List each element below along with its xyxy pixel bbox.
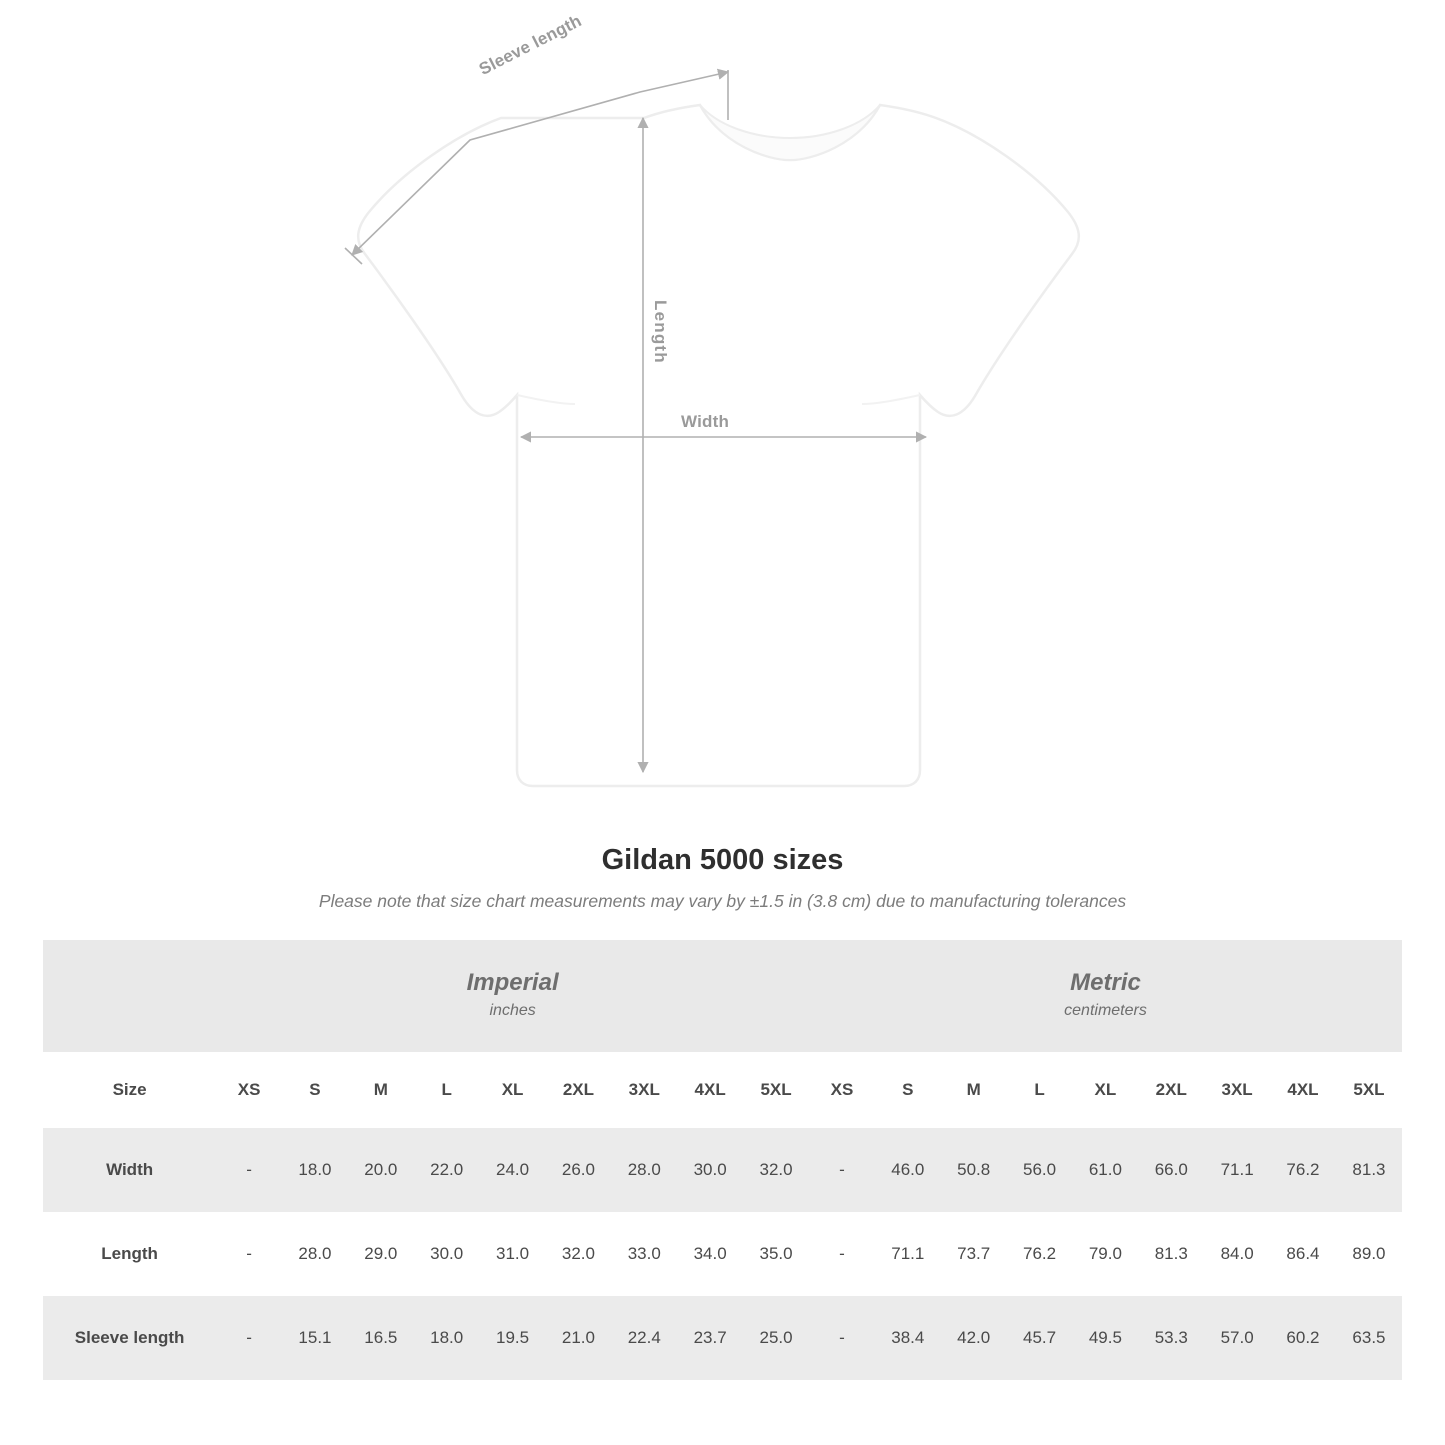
size-col-metric-l: L [1034, 1080, 1045, 1099]
table-row-width [43, 1128, 1402, 1212]
width-metric-2xl: 66.0 [1138, 1128, 1204, 1212]
sleeve-imperial-s: 15.1 [282, 1296, 348, 1380]
size-col-imperial-xl: XL [501, 1080, 524, 1099]
width-imperial-2xl: 26.0 [545, 1128, 611, 1212]
sleeve-metric-l: 45.7 [1007, 1296, 1073, 1380]
width-imperial-s: 18.0 [282, 1128, 348, 1212]
width-metric-xl: 61.0 [1072, 1128, 1138, 1212]
unit-group-metric [809, 940, 1402, 1052]
row-label-length: Length [43, 1212, 216, 1296]
size-col-imperial-xs: XS [237, 1080, 261, 1099]
size-col-metric-xl: XL [1094, 1080, 1117, 1099]
width-imperial-5xl: 32.0 [743, 1128, 809, 1212]
width-imperial-m: 20.0 [348, 1128, 414, 1212]
width-metric-5xl: 81.3 [1336, 1128, 1402, 1212]
width-metric-4xl: 76.2 [1270, 1128, 1336, 1212]
size-col-imperial-5xl: 5XL [760, 1080, 792, 1099]
unit-header-spacer [43, 940, 216, 1052]
length-imperial-5xl: 35.0 [743, 1212, 809, 1296]
sleeve-metric-s: 38.4 [875, 1296, 941, 1380]
page-title: Gildan 5000 sizes [601, 844, 844, 876]
sleeve-imperial-3xl: 22.4 [611, 1296, 677, 1380]
sleeve-metric-3xl: 57.0 [1204, 1296, 1270, 1380]
sleeve-length-label: Sleeve length [476, 11, 585, 79]
sleeve-imperial-m: 16.5 [348, 1296, 414, 1380]
size-col-imperial-3xl: 3XL [628, 1080, 660, 1099]
length-metric-s: 71.1 [875, 1212, 941, 1296]
sleeve-metric-m: 42.0 [941, 1296, 1007, 1380]
width-label: Width [681, 412, 730, 431]
width-imperial-xs: - [216, 1128, 282, 1212]
length-imperial-s: 28.0 [282, 1212, 348, 1296]
length-metric-xs: - [809, 1212, 875, 1296]
size-col-imperial-s: S [309, 1080, 321, 1099]
length-imperial-2xl: 32.0 [545, 1212, 611, 1296]
unit-sub-metric: centimeters [1064, 1002, 1147, 1020]
length-imperial-xl: 31.0 [480, 1212, 546, 1296]
table-row-length [43, 1212, 1402, 1296]
sleeve-imperial-5xl: 25.0 [743, 1296, 809, 1380]
sleeve-imperial-l: 18.0 [414, 1296, 480, 1380]
shirt-body [358, 105, 1079, 786]
size-col-metric-3xl: 3XL [1221, 1080, 1253, 1099]
width-imperial-l: 22.0 [414, 1128, 480, 1212]
width-imperial-xl: 24.0 [480, 1128, 546, 1212]
length-metric-3xl: 84.0 [1204, 1212, 1270, 1296]
length-imperial-m: 29.0 [348, 1212, 414, 1296]
unit-sub-imperial: inches [489, 1002, 536, 1020]
row-label-width: Width [43, 1128, 216, 1212]
length-label: Length [651, 300, 670, 364]
size-table-wrap [0, 940, 1445, 1380]
width-metric-l: 56.0 [1007, 1128, 1073, 1212]
width-metric-m: 50.8 [941, 1128, 1007, 1212]
unit-header-row [43, 940, 1402, 1052]
length-imperial-l: 30.0 [414, 1212, 480, 1296]
sleeve-metric-2xl: 53.3 [1138, 1296, 1204, 1380]
sleeve-metric-4xl: 60.2 [1270, 1296, 1336, 1380]
size-col-imperial-4xl: 4XL [694, 1080, 726, 1099]
size-header-label: Size [112, 1080, 147, 1099]
sleeve-metric-xs: - [809, 1296, 875, 1380]
width-imperial-3xl: 28.0 [611, 1128, 677, 1212]
size-col-metric-2xl: 2XL [1155, 1080, 1187, 1099]
sleeve-imperial-2xl: 21.0 [545, 1296, 611, 1380]
sleeve-imperial-xs: - [216, 1296, 282, 1380]
table-row-sleeve-length [43, 1296, 1402, 1380]
size-col-metric-xs: XS [830, 1080, 854, 1099]
size-col-imperial-2xl: 2XL [562, 1080, 594, 1099]
length-metric-m: 73.7 [941, 1212, 1007, 1296]
sleeve-imperial-xl: 19.5 [480, 1296, 546, 1380]
width-imperial-4xl: 30.0 [677, 1128, 743, 1212]
size-col-metric-4xl: 4XL [1287, 1080, 1319, 1099]
unit-group-imperial [216, 940, 809, 1052]
row-label-sleeve-length: Sleeve length [43, 1296, 216, 1380]
sleeve-end-tick [345, 248, 362, 264]
size-col-metric-5xl: 5XL [1353, 1080, 1385, 1099]
tolerance-note: Please note that size chart measurements may vary by ±1.5 in (3.8 cm) due to manufacturing tolerances [318, 891, 1127, 911]
unit-name-imperial: Imperial [466, 969, 559, 997]
length-imperial-3xl: 33.0 [611, 1212, 677, 1296]
length-metric-4xl: 86.4 [1270, 1212, 1336, 1296]
size-col-metric-s: S [902, 1080, 914, 1099]
unit-name-metric: Metric [1070, 969, 1141, 997]
length-metric-2xl: 81.3 [1138, 1212, 1204, 1296]
sleeve-imperial-4xl: 23.7 [677, 1296, 743, 1380]
size-col-metric-m: M [966, 1080, 981, 1099]
size-col-imperial-m: M [373, 1080, 388, 1099]
width-metric-xs: - [809, 1128, 875, 1212]
sleeve-metric-5xl: 63.5 [1336, 1296, 1402, 1380]
length-metric-xl: 79.0 [1072, 1212, 1138, 1296]
length-imperial-xs: - [216, 1212, 282, 1296]
size-col-imperial-l: L [441, 1080, 452, 1099]
size-table [43, 940, 1402, 1380]
size-header-row [43, 1052, 1402, 1128]
sleeve-metric-xl: 49.5 [1072, 1296, 1138, 1380]
width-metric-s: 46.0 [875, 1128, 941, 1212]
length-metric-5xl: 89.0 [1336, 1212, 1402, 1296]
length-metric-l: 76.2 [1007, 1212, 1073, 1296]
length-imperial-4xl: 34.0 [677, 1212, 743, 1296]
title-block [0, 844, 1445, 912]
width-metric-3xl: 71.1 [1204, 1128, 1270, 1212]
